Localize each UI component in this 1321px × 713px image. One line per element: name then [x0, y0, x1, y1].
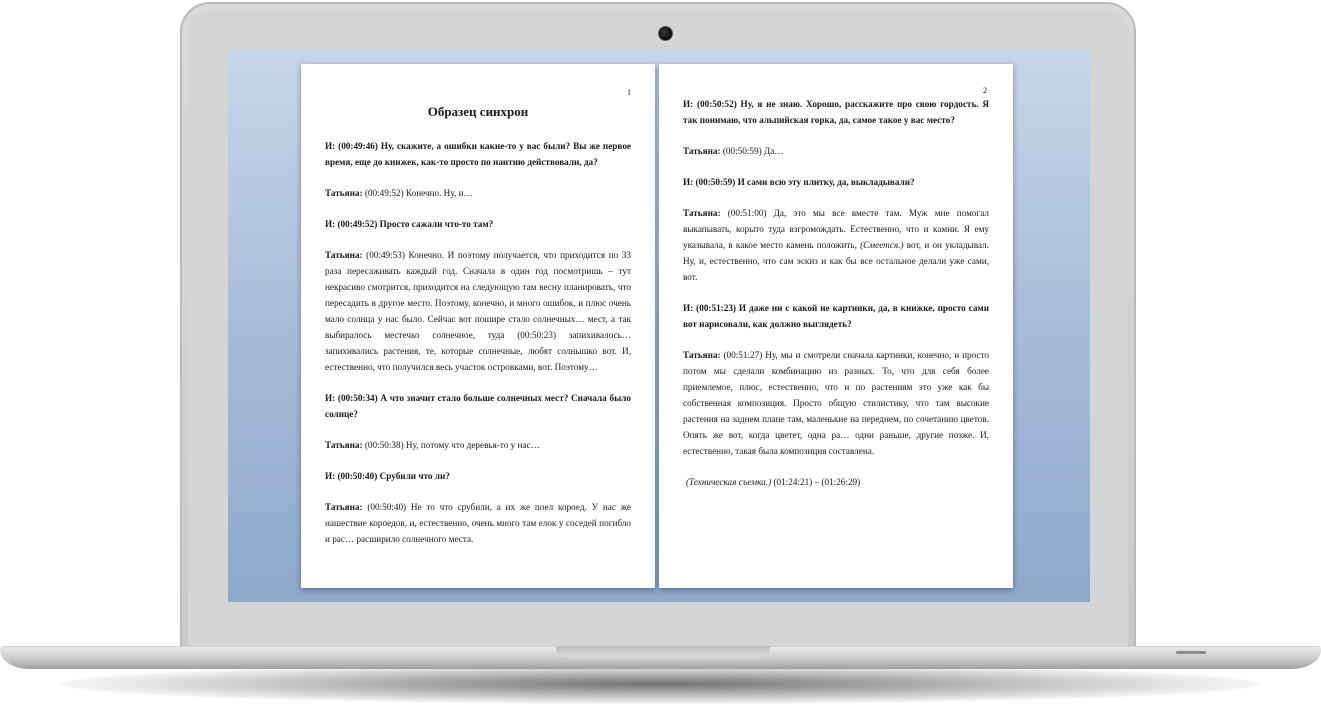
interviewer-question: И: (00:50:59) И сами всю эту плитку, да, выкладывали?: [683, 177, 915, 187]
document-viewer[interactable]: [228, 50, 1090, 602]
answer-paragraph: [683, 143, 989, 159]
answer-text: (00:51:27) Ну, мы и смотрели сначала картинки, конечно, и просто потом мы сделали комбинацию из разных. То, что для себя более приемлемое, плюс, естественно, что и по растениям это уже как бы собственная композиция. Просто общую стилистику, что там высокие растения на заднем плане там, маленькие на переднем, по сочетанию цветов. Опять же вот, когда цветет, одна ра… одни раньше, другие позже. И, естественно, такая была композиция составлена.: [683, 350, 989, 456]
page-number: 1: [627, 88, 631, 97]
webcam-icon: [658, 26, 673, 41]
answer-text: (00:50:40) Не то что срубили, а их же поел короед. У нас же нашествие короедов, и, естественно, очень много там елок у соседей погибло и рас… расширило солнечного места.: [325, 502, 631, 544]
answer-paragraph: [325, 499, 631, 547]
interviewer-question: И: (00:50:34) А что значит стало больше солнечных мест? Сначала было солнце?: [325, 393, 631, 419]
stage-direction: (Техническая съемка.): [686, 477, 772, 487]
interviewer-question: И: (00:49:46) Ну, скажите, а ошибки какие-то у вас были? Вы же первое время, еще до книжек, как-то просто по наитию действовали, да?: [325, 141, 631, 167]
answer-text: (00:50:38) Ну, потому что деревья-то у нас…: [362, 440, 540, 450]
answer-paragraph: [325, 247, 631, 375]
answer-text: (00:50:59) Да…: [720, 146, 784, 156]
lid-opening-notch: [556, 646, 770, 658]
speaker-name: Татьяна:: [325, 502, 363, 512]
interviewer-question: И: (00:51:23) И даже ни с какой не картинки, да, в книжке, просто сами вот нарисовали, как должно выглядеть?: [683, 303, 989, 329]
speaker-name: Татьяна:: [325, 250, 363, 260]
answer-text: вот, и он укладывал. Ну, и, естественно, что сам эскиз и как бы все остальное делали уже сами, вот.: [683, 240, 989, 282]
document-page-1[interactable]: [301, 64, 655, 588]
timecode-range: (01:24:21) – (01:26:29): [771, 477, 861, 487]
interviewer-question: И: (00:50:52) Ну, я не знаю. Хорошо, расскажите про свою гордость. Я так понимаю, что альпийская горка, да, самое такое у вас место?: [683, 99, 989, 125]
answer-paragraph: [683, 205, 989, 285]
answer-paragraph: [683, 347, 989, 459]
answer-paragraph: [325, 437, 631, 453]
stage-direction: (Смеется.): [860, 240, 904, 250]
answer-paragraph: [325, 185, 631, 201]
laptop-shadow: [60, 664, 1260, 704]
document-page-2[interactable]: [659, 64, 1013, 588]
document-title: Образец синхрон: [427, 104, 529, 119]
speaker-name: Татьяна:: [683, 350, 721, 360]
interviewer-question: И: (00:49:52) Просто сажали что-то там?: [325, 219, 494, 229]
status-light-icon: [1176, 651, 1206, 654]
page-number: 2: [983, 86, 987, 95]
speaker-name: Татьяна:: [325, 188, 363, 198]
answer-text: (00:49:53) Конечно. И поэтому получается, что приходится по 33 раза пересаживать каждый год. Сначала в один год посмотришь – тут некрасиво смотрится, приходится на следующую там весну планировать, что пересадить в другое место. Поэтому, конечно, и много ошибок, и плюс очень мало солнца у нас было. Сейчас вот пошире стало солнечных… мест, а так выбиралось местечко солнечное, туда (00:50:23) запихивалось… запихивались растения, те, которые солнечные, любят солнышко вот. И, естественно, что получился весь участок островками, вот. Поэтому…: [325, 250, 631, 372]
speaker-name: Татьяна:: [325, 440, 363, 450]
technical-note: [683, 474, 989, 490]
answer-text: (00:51:00) Да, это мы все вместе там. Муж мне помогал выкапывать, корыто туда взгромождать. Естественно, что и камни. Я ему указывала, в какое место камень положить,: [683, 208, 989, 250]
speaker-name: Татьяна:: [683, 146, 721, 156]
speaker-name: Татьяна:: [683, 208, 721, 218]
answer-text: (00:49:52) Конечно. Ну, и…: [362, 188, 473, 198]
interviewer-question: И: (00:50:40) Срубили что ли?: [325, 471, 450, 481]
